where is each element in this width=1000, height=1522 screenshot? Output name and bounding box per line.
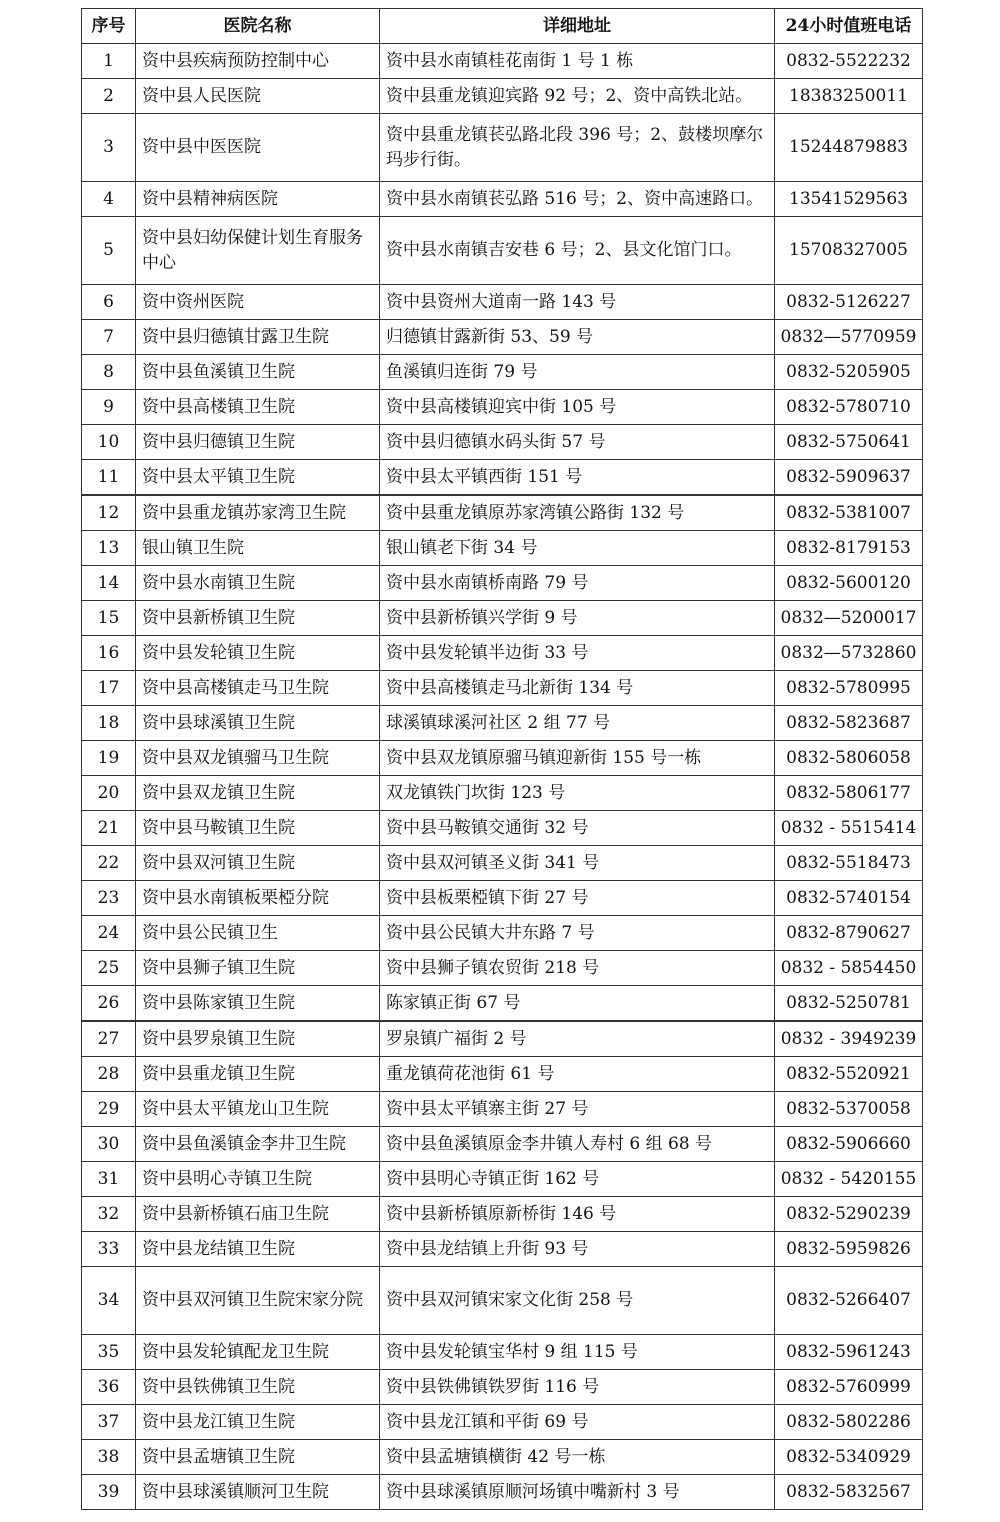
cell-serial-number: 10 — [82, 425, 136, 460]
table-row — [82, 182, 923, 217]
cell-serial-number: 11 — [82, 460, 136, 496]
cell-hospital-name: 资中县明心寺镇卫生院 — [136, 1162, 380, 1197]
table-row — [82, 1092, 923, 1127]
cell-hospital-name: 资中县水南镇板栗椏分院 — [136, 881, 380, 916]
cell-serial-number: 36 — [82, 1370, 136, 1405]
cell-phone: 0832-5340929 — [775, 1440, 923, 1475]
table-row — [82, 217, 923, 285]
cell-phone: 0832-5518473 — [775, 846, 923, 881]
cell-serial-number: 7 — [82, 320, 136, 355]
cell-serial-number: 20 — [82, 776, 136, 811]
cell-serial-number: 25 — [82, 951, 136, 986]
cell-address: 资中县板栗椏镇下街 27 号 — [380, 881, 775, 916]
cell-hospital-name: 资中县鱼溪镇金李井卫生院 — [136, 1127, 380, 1162]
cell-phone: 0832-5250781 — [775, 986, 923, 1022]
table-row — [82, 79, 923, 114]
cell-phone: 0832-5266407 — [775, 1267, 923, 1335]
cell-hospital-name: 资中县龙结镇卫生院 — [136, 1232, 380, 1267]
cell-address: 球溪镇球溪河社区 2 组 77 号 — [380, 706, 775, 741]
cell-hospital-name: 资中县铁佛镇卫生院 — [136, 1370, 380, 1405]
cell-address: 罗泉镇广福街 2 号 — [380, 1021, 775, 1057]
cell-serial-number: 33 — [82, 1232, 136, 1267]
cell-phone: 0832-5290239 — [775, 1197, 923, 1232]
table-row — [82, 1232, 923, 1267]
cell-phone: 0832-5600120 — [775, 566, 923, 601]
cell-serial-number: 35 — [82, 1335, 136, 1370]
cell-serial-number: 16 — [82, 636, 136, 671]
cell-address: 资中县高楼镇走马北新街 134 号 — [380, 671, 775, 706]
cell-phone: 0832-5370058 — [775, 1092, 923, 1127]
cell-phone: 0832-5760999 — [775, 1370, 923, 1405]
cell-hospital-name: 资中县人民医院 — [136, 79, 380, 114]
table-row — [82, 1475, 923, 1510]
table-row — [82, 811, 923, 846]
table-row — [82, 1127, 923, 1162]
cell-address: 资中县水南镇苌弘路 516 号；2、资中高速路口。 — [380, 182, 775, 217]
cell-phone: 0832-8179153 — [775, 531, 923, 566]
cell-phone: 0832 - 5420155 — [775, 1162, 923, 1197]
cell-serial-number: 18 — [82, 706, 136, 741]
cell-address: 资中县公民镇大井东路 7 号 — [380, 916, 775, 951]
cell-phone: 0832-5909637 — [775, 460, 923, 496]
header-address: 详细地址 — [380, 9, 775, 44]
cell-hospital-name: 资中县水南镇卫生院 — [136, 566, 380, 601]
table-row — [82, 1335, 923, 1370]
table-row — [82, 1267, 923, 1335]
table-row — [82, 44, 923, 79]
cell-address: 资中县水南镇吉安巷 6 号；2、县文化馆门口。 — [380, 217, 775, 285]
cell-phone: 15244879883 — [775, 114, 923, 182]
cell-serial-number: 37 — [82, 1405, 136, 1440]
cell-hospital-name: 银山镇卫生院 — [136, 531, 380, 566]
table-row — [82, 846, 923, 881]
cell-serial-number: 29 — [82, 1092, 136, 1127]
cell-serial-number: 17 — [82, 671, 136, 706]
cell-address: 资中县明心寺镇正街 162 号 — [380, 1162, 775, 1197]
cell-address: 资中县重龙镇苌弘路北段 396 号；2、鼓楼坝摩尔玛步行街。 — [380, 114, 775, 182]
cell-hospital-name: 资中县妇幼保健计划生育服务中心 — [136, 217, 380, 285]
cell-serial-number: 32 — [82, 1197, 136, 1232]
cell-phone: 13541529563 — [775, 182, 923, 217]
cell-serial-number: 2 — [82, 79, 136, 114]
cell-address: 资中县铁佛镇铁罗街 116 号 — [380, 1370, 775, 1405]
cell-hospital-name: 资中县双河镇卫生院 — [136, 846, 380, 881]
cell-serial-number: 30 — [82, 1127, 136, 1162]
cell-serial-number: 8 — [82, 355, 136, 390]
cell-hospital-name: 资中县双龙镇骝马卫生院 — [136, 741, 380, 776]
table-row — [82, 601, 923, 636]
cell-address: 资中县水南镇桂花南街 1 号 1 栋 — [380, 44, 775, 79]
table-row — [82, 285, 923, 320]
cell-phone: 0832-5126227 — [775, 285, 923, 320]
cell-hospital-name: 资中县高楼镇卫生院 — [136, 390, 380, 425]
cell-hospital-name: 资中县龙江镇卫生院 — [136, 1405, 380, 1440]
cell-serial-number: 6 — [82, 285, 136, 320]
cell-address: 资中县新桥镇兴学街 9 号 — [380, 601, 775, 636]
cell-serial-number: 34 — [82, 1267, 136, 1335]
cell-hospital-name: 资中县精神病医院 — [136, 182, 380, 217]
table-row — [82, 566, 923, 601]
cell-hospital-name: 资中县孟塘镇卫生院 — [136, 1440, 380, 1475]
cell-address: 双龙镇铁门坎街 123 号 — [380, 776, 775, 811]
cell-hospital-name: 资中县公民镇卫生 — [136, 916, 380, 951]
cell-address: 资中县双河镇圣义街 341 号 — [380, 846, 775, 881]
cell-hospital-name: 资中县归德镇卫生院 — [136, 425, 380, 460]
hospital-table — [81, 8, 923, 1510]
cell-hospital-name: 资中县鱼溪镇卫生院 — [136, 355, 380, 390]
cell-address: 资中县归德镇水码头街 57 号 — [380, 425, 775, 460]
cell-phone: 0832 - 5515414 — [775, 811, 923, 846]
cell-hospital-name: 资中县马鞍镇卫生院 — [136, 811, 380, 846]
cell-serial-number: 24 — [82, 916, 136, 951]
cell-serial-number: 1 — [82, 44, 136, 79]
cell-address: 陈家镇正街 67 号 — [380, 986, 775, 1022]
cell-hospital-name: 资中县重龙镇苏家湾卫生院 — [136, 495, 380, 531]
cell-serial-number: 9 — [82, 390, 136, 425]
table-row — [82, 390, 923, 425]
cell-phone: 0832-5823687 — [775, 706, 923, 741]
table-row — [82, 114, 923, 182]
cell-address: 重龙镇荷花池街 61 号 — [380, 1057, 775, 1092]
cell-address: 资中县新桥镇原新桥街 146 号 — [380, 1197, 775, 1232]
cell-address: 资中县球溪镇原顺河场镇中嘴新村 3 号 — [380, 1475, 775, 1510]
cell-serial-number: 3 — [82, 114, 136, 182]
cell-phone: 0832-5780995 — [775, 671, 923, 706]
table-row — [82, 1021, 923, 1057]
header-phone: 24小时值班电话 — [775, 9, 923, 44]
cell-address: 资中县发轮镇宝华村 9 组 115 号 — [380, 1335, 775, 1370]
cell-address: 资中县发轮镇半边街 33 号 — [380, 636, 775, 671]
cell-serial-number: 13 — [82, 531, 136, 566]
cell-serial-number: 31 — [82, 1162, 136, 1197]
cell-address: 资中县资州大道南一路 143 号 — [380, 285, 775, 320]
table-row — [82, 1405, 923, 1440]
cell-serial-number: 26 — [82, 986, 136, 1022]
cell-phone: 0832-5806058 — [775, 741, 923, 776]
cell-hospital-name: 资中县中医医院 — [136, 114, 380, 182]
cell-phone: 0832-8790627 — [775, 916, 923, 951]
table-row — [82, 495, 923, 531]
cell-phone: 0832—5770959 — [775, 320, 923, 355]
cell-hospital-name: 资中县发轮镇卫生院 — [136, 636, 380, 671]
cell-serial-number: 12 — [82, 495, 136, 531]
cell-serial-number: 19 — [82, 741, 136, 776]
cell-hospital-name: 资中县疾病预防控制中心 — [136, 44, 380, 79]
table-row — [82, 1440, 923, 1475]
cell-hospital-name: 资中县狮子镇卫生院 — [136, 951, 380, 986]
cell-serial-number: 23 — [82, 881, 136, 916]
table-row — [82, 671, 923, 706]
table-row — [82, 776, 923, 811]
cell-phone: 15708327005 — [775, 217, 923, 285]
cell-phone: 0832-5961243 — [775, 1335, 923, 1370]
table-row — [82, 425, 923, 460]
cell-hospital-name: 资中县重龙镇卫生院 — [136, 1057, 380, 1092]
cell-serial-number: 39 — [82, 1475, 136, 1510]
cell-serial-number: 28 — [82, 1057, 136, 1092]
cell-address: 资中县高楼镇迎宾中街 105 号 — [380, 390, 775, 425]
cell-serial-number: 22 — [82, 846, 136, 881]
cell-phone: 0832-5750641 — [775, 425, 923, 460]
cell-hospital-name: 资中县球溪镇卫生院 — [136, 706, 380, 741]
table-row — [82, 706, 923, 741]
cell-serial-number: 14 — [82, 566, 136, 601]
cell-address: 资中县重龙镇迎宾路 92 号；2、资中高铁北站。 — [380, 79, 775, 114]
cell-phone: 0832-5802286 — [775, 1405, 923, 1440]
cell-address: 资中县龙结镇上升街 93 号 — [380, 1232, 775, 1267]
table-row — [82, 1197, 923, 1232]
cell-address: 鱼溪镇归连街 79 号 — [380, 355, 775, 390]
table-row — [82, 460, 923, 496]
header-hospital-name: 医院名称 — [136, 9, 380, 44]
cell-phone: 0832-5906660 — [775, 1127, 923, 1162]
table-row — [82, 1162, 923, 1197]
cell-address: 资中县鱼溪镇原金李井镇人寿村 6 组 68 号 — [380, 1127, 775, 1162]
table-row — [82, 1370, 923, 1405]
cell-serial-number: 21 — [82, 811, 136, 846]
cell-phone: 0832—5200017 — [775, 601, 923, 636]
cell-hospital-name: 资中县高楼镇走马卫生院 — [136, 671, 380, 706]
table-row — [82, 951, 923, 986]
cell-hospital-name: 资中县新桥镇卫生院 — [136, 601, 380, 636]
cell-hospital-name: 资中县新桥镇石庙卫生院 — [136, 1197, 380, 1232]
cell-phone: 0832-5806177 — [775, 776, 923, 811]
cell-phone: 0832-5740154 — [775, 881, 923, 916]
table-row — [82, 986, 923, 1022]
table-row — [82, 636, 923, 671]
cell-hospital-name: 资中县球溪镇顺河卫生院 — [136, 1475, 380, 1510]
table-row — [82, 881, 923, 916]
cell-phone: 0832-5520921 — [775, 1057, 923, 1092]
cell-hospital-name: 资中县双河镇卫生院宋家分院 — [136, 1267, 380, 1335]
table-row — [82, 531, 923, 566]
table-row — [82, 741, 923, 776]
cell-hospital-name: 资中县陈家镇卫生院 — [136, 986, 380, 1022]
table-row — [82, 320, 923, 355]
cell-phone: 0832-5832567 — [775, 1475, 923, 1510]
cell-phone: 0832—5732860 — [775, 636, 923, 671]
cell-hospital-name: 资中县归德镇甘露卫生院 — [136, 320, 380, 355]
cell-serial-number: 4 — [82, 182, 136, 217]
cell-hospital-name: 资中县罗泉镇卫生院 — [136, 1021, 380, 1057]
cell-hospital-name: 资中资州医院 — [136, 285, 380, 320]
cell-address: 资中县水南镇桥南路 79 号 — [380, 566, 775, 601]
header-serial-number: 序号 — [82, 9, 136, 44]
cell-hospital-name: 资中县发轮镇配龙卫生院 — [136, 1335, 380, 1370]
cell-address: 归德镇甘露新街 53、59 号 — [380, 320, 775, 355]
cell-hospital-name: 资中县太平镇龙山卫生院 — [136, 1092, 380, 1127]
cell-address: 资中县马鞍镇交通街 32 号 — [380, 811, 775, 846]
cell-address: 资中县双河镇宋家文化街 258 号 — [380, 1267, 775, 1335]
table-header-row — [82, 9, 923, 44]
cell-phone: 18383250011 — [775, 79, 923, 114]
cell-address: 资中县太平镇西街 151 号 — [380, 460, 775, 496]
cell-phone: 0832-5522232 — [775, 44, 923, 79]
cell-phone: 0832-5959826 — [775, 1232, 923, 1267]
table-row — [82, 355, 923, 390]
cell-serial-number: 15 — [82, 601, 136, 636]
cell-phone: 0832-5780710 — [775, 390, 923, 425]
cell-hospital-name: 资中县双龙镇卫生院 — [136, 776, 380, 811]
table-row — [82, 916, 923, 951]
cell-address: 资中县太平镇寨主街 27 号 — [380, 1092, 775, 1127]
table-row — [82, 1057, 923, 1092]
cell-address: 资中县重龙镇原苏家湾镇公路街 132 号 — [380, 495, 775, 531]
cell-address: 资中县双龙镇原骝马镇迎新街 155 号一栋 — [380, 741, 775, 776]
cell-serial-number: 27 — [82, 1021, 136, 1057]
cell-address: 资中县孟塘镇横街 42 号一栋 — [380, 1440, 775, 1475]
cell-phone: 0832 - 5854450 — [775, 951, 923, 986]
cell-phone: 0832 - 3949239 — [775, 1021, 923, 1057]
cell-phone: 0832-5205905 — [775, 355, 923, 390]
cell-address: 资中县龙江镇和平街 69 号 — [380, 1405, 775, 1440]
cell-phone: 0832-5381007 — [775, 495, 923, 531]
cell-address: 资中县狮子镇农贸街 218 号 — [380, 951, 775, 986]
cell-serial-number: 38 — [82, 1440, 136, 1475]
cell-hospital-name: 资中县太平镇卫生院 — [136, 460, 380, 496]
cell-serial-number: 5 — [82, 217, 136, 285]
cell-address: 银山镇老下街 34 号 — [380, 531, 775, 566]
